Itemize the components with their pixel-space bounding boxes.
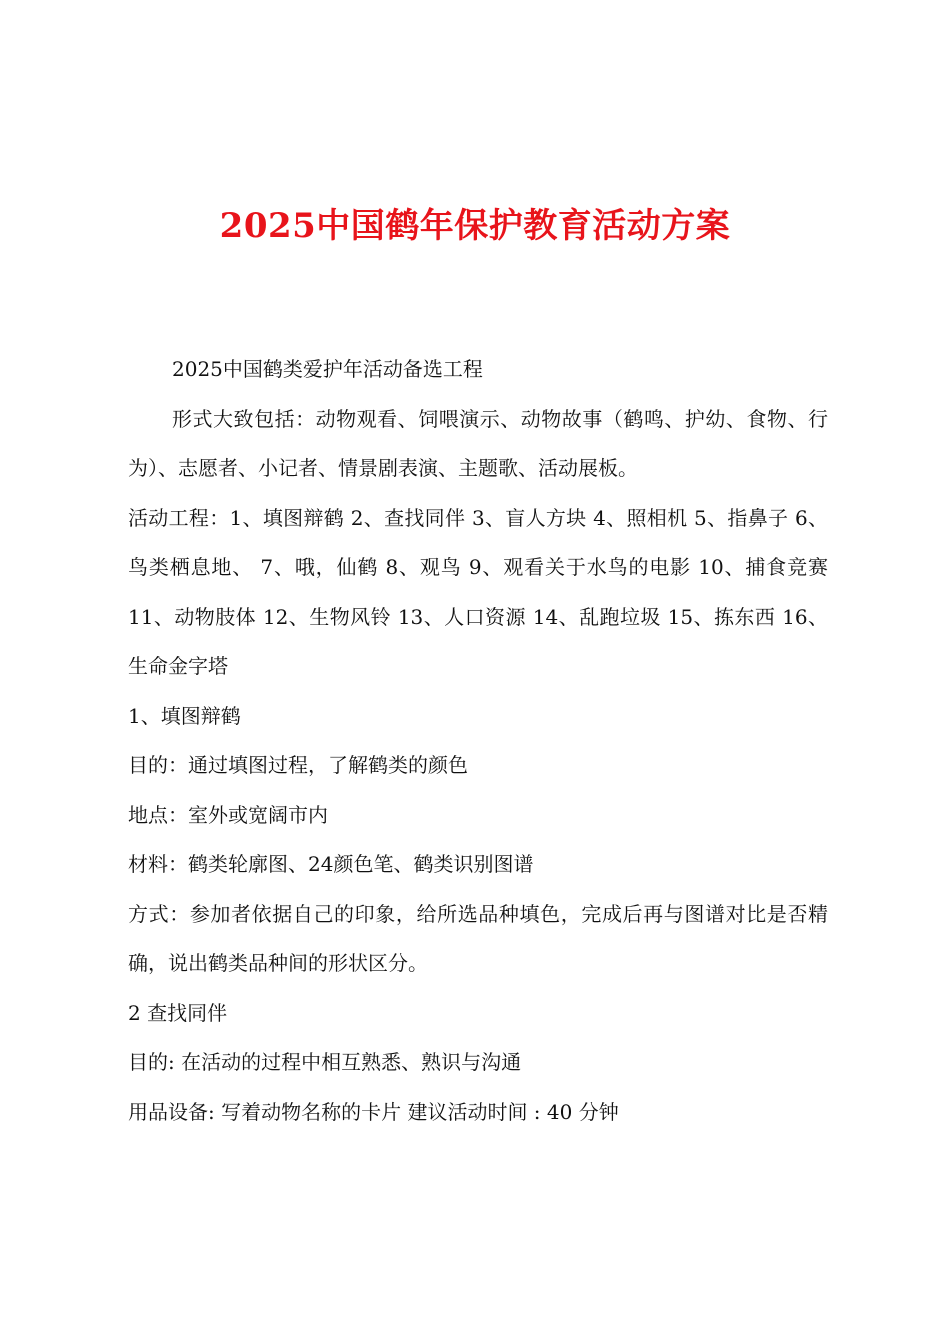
paragraph-activity-projects: 活动工程：1、填图辩鹤 2、查找同伴 3、盲人方块 4、照相机 5、指鼻子 6、鸟类栖息地、 7、哦，仙鹤 8、观鸟 9、观看关于水鸟的电影 10、捕食竞赛 11、动物肢体 12、生物风铃 13、人口资源 14、乱跑垃圾 15、拣东西 16、生命金字塔: [128, 505, 828, 678]
paragraph-method-1: 方式：参加者依据自己的印象，给所选品种填色，完成后再与图谱对比是否精确，说出鹤类品种间的形状区分。: [128, 901, 828, 975]
paragraph-purpose-1: 目的：通过填图过程，了解鹤类的颜色: [128, 753, 468, 777]
paragraph-project-list-heading: 2025中国鹤类爱护年活动备选工程: [172, 357, 483, 381]
paragraph-purpose-2: 目的: 在活动的过程中相互熟悉、熟识与沟通: [128, 1050, 522, 1074]
section-heading-fill-in-crane: 1、填图辩鹤: [128, 703, 241, 728]
section-heading-find-partner: 2 查找同伴: [128, 1000, 228, 1025]
paragraph-activity-forms: 形式大致包括：动物观看、饲喂演示、动物故事（鹤鸣、护幼、食物、行为）、志愿者、小记者、情景剧表演、主题歌、活动展板。: [128, 406, 828, 480]
paragraph-location-1: 地点：室外或宽阔市内: [128, 802, 328, 827]
paragraph-equipment-2: 用品设备: 写着动物名称的卡片 建议活动时间 : 40 分钟: [128, 1099, 619, 1124]
paragraph-materials-1: 材料：鹤类轮廓图、24颜色笔、鹤类识别图谱: [128, 852, 534, 876]
document-body: [128, 345, 828, 1137]
document-title: 2025中国鹤年保护教育活动方案: [219, 206, 731, 246]
